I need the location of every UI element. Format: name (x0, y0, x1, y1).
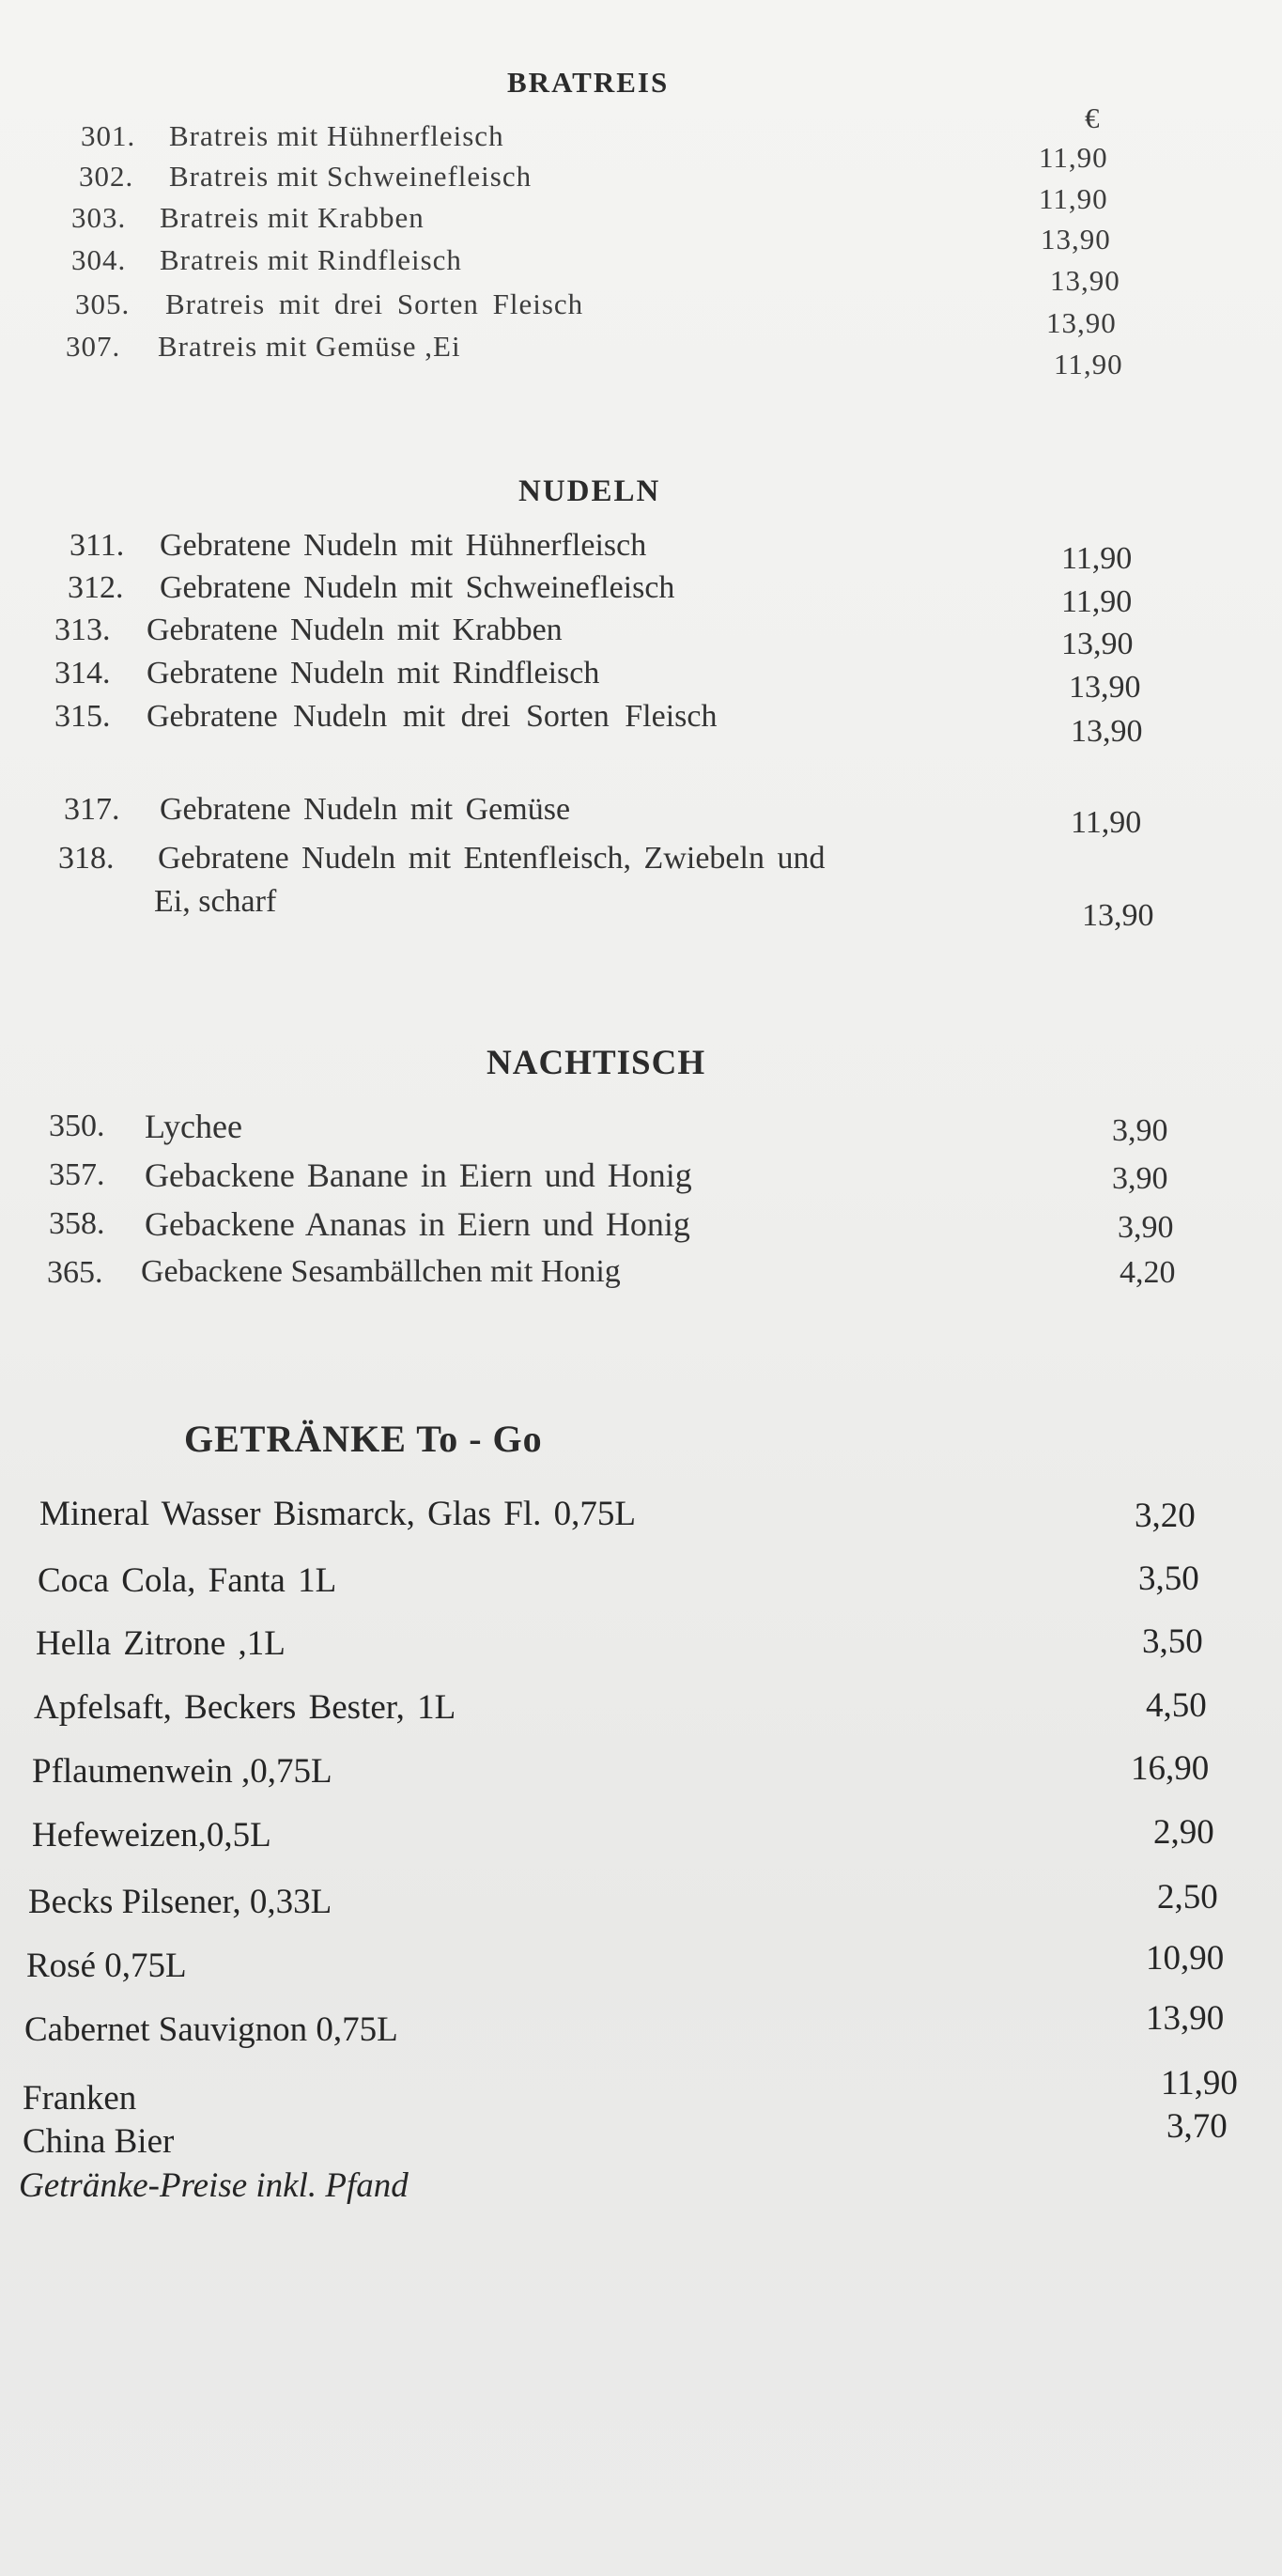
drink-price: 3,50 (1138, 1560, 1199, 1598)
item-number: 313. (54, 613, 111, 647)
drink-price: 13,90 (1146, 1999, 1225, 2038)
drink-price: 3,50 (1142, 1622, 1203, 1661)
drink-price: 3,20 (1135, 1497, 1196, 1535)
item-price: 11,90 (1071, 805, 1142, 840)
item-price: 13,90 (1050, 264, 1120, 297)
item-name: Gebratene Nudeln mit Schweinefleisch (160, 570, 675, 605)
section-title-nudeln: NUDELN (518, 474, 661, 508)
section-title-getraenke: GETRÄNKE To - Go (184, 1418, 543, 1460)
item-name: Lychee (145, 1108, 242, 1145)
item-name: Bratreis mit Rindfleisch (160, 243, 462, 276)
item-price: 3,90 (1112, 1113, 1168, 1148)
item-number: 350. (49, 1109, 105, 1143)
drink-name: Hefeweizen,0,5L (32, 1816, 271, 1854)
item-name: Gebratene Nudeln mit Entenfleisch, Zwiebeln und (158, 841, 826, 876)
drink-price: 3,70 (1166, 2107, 1228, 2146)
drink-price: 16,90 (1131, 1749, 1210, 1788)
item-number: 305. (75, 287, 131, 320)
item-price: 11,90 (1054, 348, 1123, 380)
drink-name: Rosé 0,75L (26, 1947, 187, 1985)
item-price: 11,90 (1039, 141, 1108, 174)
item-name-continuation: Ei, scharf (154, 884, 277, 919)
drink-name: Mineral Wasser Bismarck, Glas Fl. 0,75L (39, 1495, 636, 1533)
section-title-nachtisch: NACHTISCH (487, 1044, 706, 1082)
currency-symbol: € (1085, 101, 1101, 134)
item-price: 4,20 (1120, 1255, 1176, 1290)
item-number: 302. (79, 160, 134, 193)
drink-name: China Bier (23, 2122, 175, 2161)
drink-price: 2,50 (1157, 1878, 1218, 1916)
item-number: 301. (81, 119, 136, 152)
item-name: Gebratene Nudeln mit drei Sorten Fleisch (147, 699, 718, 734)
item-number: 317. (64, 792, 120, 827)
item-name: Gebackene Ananas in Eiern und Honig (145, 1205, 690, 1243)
drink-name: Apfelsaft, Beckers Bester, 1L (34, 1688, 456, 1727)
item-number: 312. (68, 570, 124, 605)
drink-name: Franken (23, 2079, 137, 2118)
item-name: Gebratene Nudeln mit Gemüse (160, 792, 571, 827)
item-number: 315. (54, 699, 111, 734)
item-number: 311. (70, 528, 125, 563)
drink-name: Pflaumenwein ,0,75L (32, 1752, 332, 1791)
item-number: 314. (54, 656, 111, 691)
item-name: Gebackene Banane in Eiern und Honig (145, 1156, 692, 1194)
item-number: 357. (49, 1157, 105, 1192)
drink-name: Cabernet Sauvignon 0,75L (24, 2010, 398, 2049)
item-price: 11,90 (1061, 541, 1133, 576)
item-name: Bratreis mit Schweinefleisch (169, 160, 533, 193)
drink-name: Hella Zitrone ,1L (36, 1624, 286, 1663)
item-price: 13,90 (1082, 898, 1154, 933)
item-name: Bratreis mit Hühnerfleisch (169, 119, 504, 152)
item-price: 3,90 (1118, 1210, 1174, 1245)
drink-price: 2,90 (1153, 1813, 1214, 1852)
drink-name: Coca Cola, Fanta 1L (38, 1561, 337, 1600)
item-number: 303. (71, 201, 127, 234)
item-number: 318. (58, 841, 115, 876)
drink-price: 10,90 (1146, 1939, 1225, 1978)
item-price: 13,90 (1071, 714, 1143, 749)
drink-price: 4,50 (1146, 1686, 1207, 1725)
item-name: Bratreis mit Krabben (160, 201, 425, 234)
item-number: 358. (49, 1206, 105, 1241)
drink-price: 11,90 (1161, 2064, 1238, 2103)
drink-price-note: Getränke-Preise inkl. Pfand (19, 2166, 409, 2205)
item-price: 13,90 (1061, 627, 1134, 661)
item-price: 3,90 (1112, 1161, 1168, 1196)
item-price: 11,90 (1039, 182, 1108, 215)
item-number: 365. (47, 1255, 103, 1290)
item-number: 307. (66, 330, 121, 363)
item-price: 13,90 (1041, 223, 1111, 256)
item-name: Bratreis mit Gemüse ,Ei (158, 330, 461, 363)
section-title-bratreis: BRATREIS (507, 66, 670, 99)
item-name: Gebratene Nudeln mit Krabben (147, 613, 563, 647)
item-name: Gebratene Nudeln mit Hühnerfleisch (160, 528, 647, 563)
item-name: Gebratene Nudeln mit Rindfleisch (147, 656, 600, 691)
drink-name: Becks Pilsener, 0,33L (28, 1883, 332, 1921)
item-price: 13,90 (1046, 306, 1117, 339)
item-name: Bratreis mit drei Sorten Fleisch (165, 287, 584, 320)
item-price: 13,90 (1069, 670, 1141, 705)
item-number: 304. (71, 243, 127, 276)
item-price: 11,90 (1061, 584, 1133, 619)
item-name: Gebackene Sesambällchen mit Honig (141, 1254, 621, 1289)
